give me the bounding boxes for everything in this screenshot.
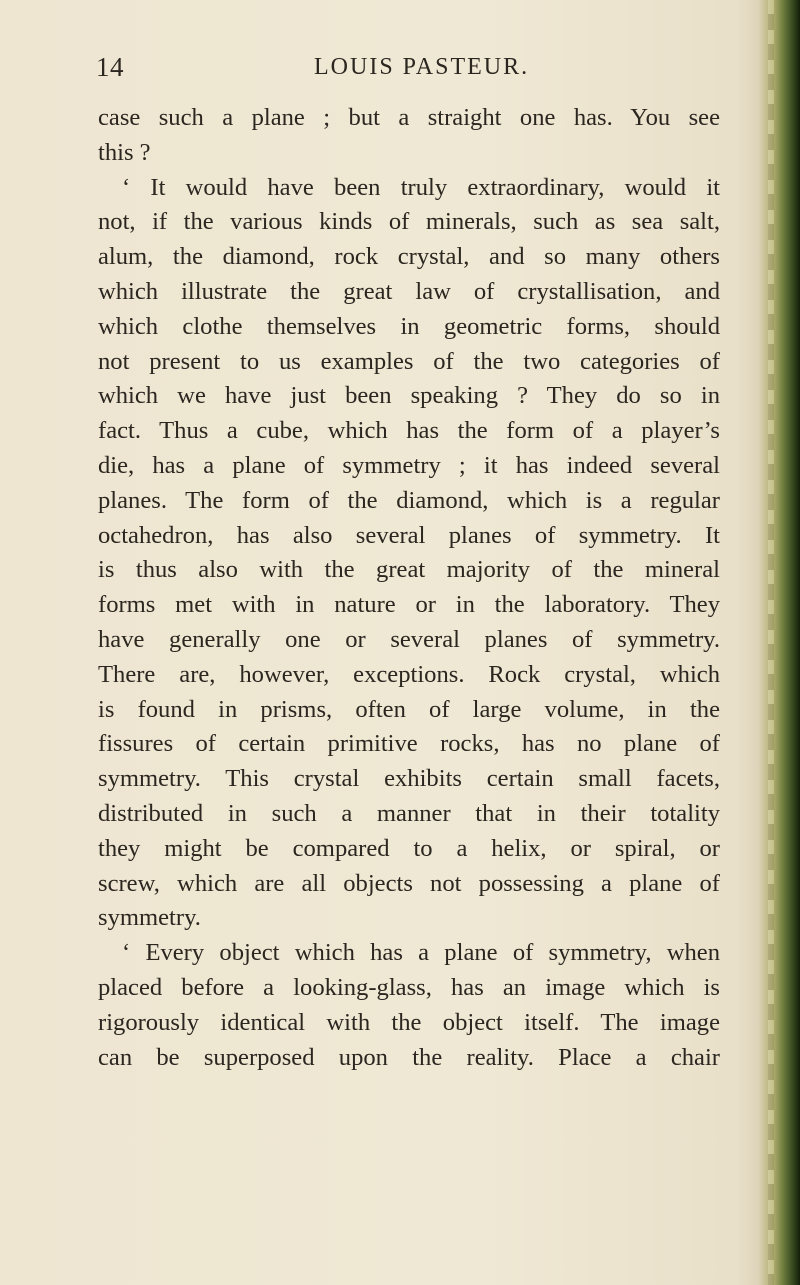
- text-line: which illustrate the great law of crystallisation, and: [98, 277, 720, 305]
- text-line: fissures of certain primitive rocks, has no plane of: [98, 730, 720, 758]
- text-line: ‘ Every object which has a plane of symmetry, when: [122, 939, 720, 967]
- text-line: this ?: [98, 138, 151, 166]
- text-line: is found in prisms, often of large volume, in the: [98, 695, 720, 723]
- text-line: case such a plane ; but a straight one has. You see: [98, 104, 720, 131]
- text-line: not, if the various kinds of minerals, such as sea salt,: [98, 208, 720, 236]
- text-line: they might be compared to a helix, or spiral, or: [98, 834, 720, 862]
- text-line: distributed in such a manner that in their totality: [98, 799, 720, 827]
- text-line: octahedron, has also several planes of symmetry. It: [98, 521, 720, 549]
- text-line: forms met with in nature or in the laboratory. They: [98, 591, 720, 619]
- text-line: which clothe themselves in geometric forms, should: [98, 312, 720, 340]
- text-line: fact. Thus a cube, which has the form of a player’s: [98, 417, 720, 445]
- text-line: screw, which are all objects not possessing a plane of: [98, 869, 720, 897]
- book-spine-edge: [758, 0, 800, 1285]
- text-line: is thus also with the great majority of the mineral: [98, 556, 720, 584]
- text-line: alum, the diamond, rock crystal, and so many others: [98, 243, 720, 271]
- text-line: die, has a plane of symmetry ; it has indeed several: [98, 451, 720, 479]
- text-line: can be superposed upon the reality. Place a chair: [98, 1043, 720, 1071]
- text-line: ‘ It would have been truly extraordinary, would it: [122, 173, 720, 201]
- running-header: [96, 52, 726, 86]
- text-line: symmetry.: [98, 904, 201, 932]
- text-line: which we have just been speaking ? They do so in: [98, 382, 720, 410]
- text-line: rigorously identical with the object itself. The image: [98, 1008, 720, 1036]
- body-text: [98, 101, 720, 1075]
- text-line: There are, however, exceptions. Rock crystal, which: [98, 660, 720, 688]
- text-line: symmetry. This crystal exhibits certain small facets,: [98, 765, 720, 793]
- text-line: placed before a looking-glass, has an image which is: [98, 973, 720, 1001]
- text-line: not present to us examples of the two categories of: [98, 347, 720, 375]
- text-line: have generally one or several planes of symmetry.: [98, 625, 720, 653]
- page-number: 14: [96, 52, 124, 82]
- text-line: planes. The form of the diamond, which is a regular: [98, 486, 720, 514]
- header-title: LOUIS PASTEUR.: [314, 54, 530, 80]
